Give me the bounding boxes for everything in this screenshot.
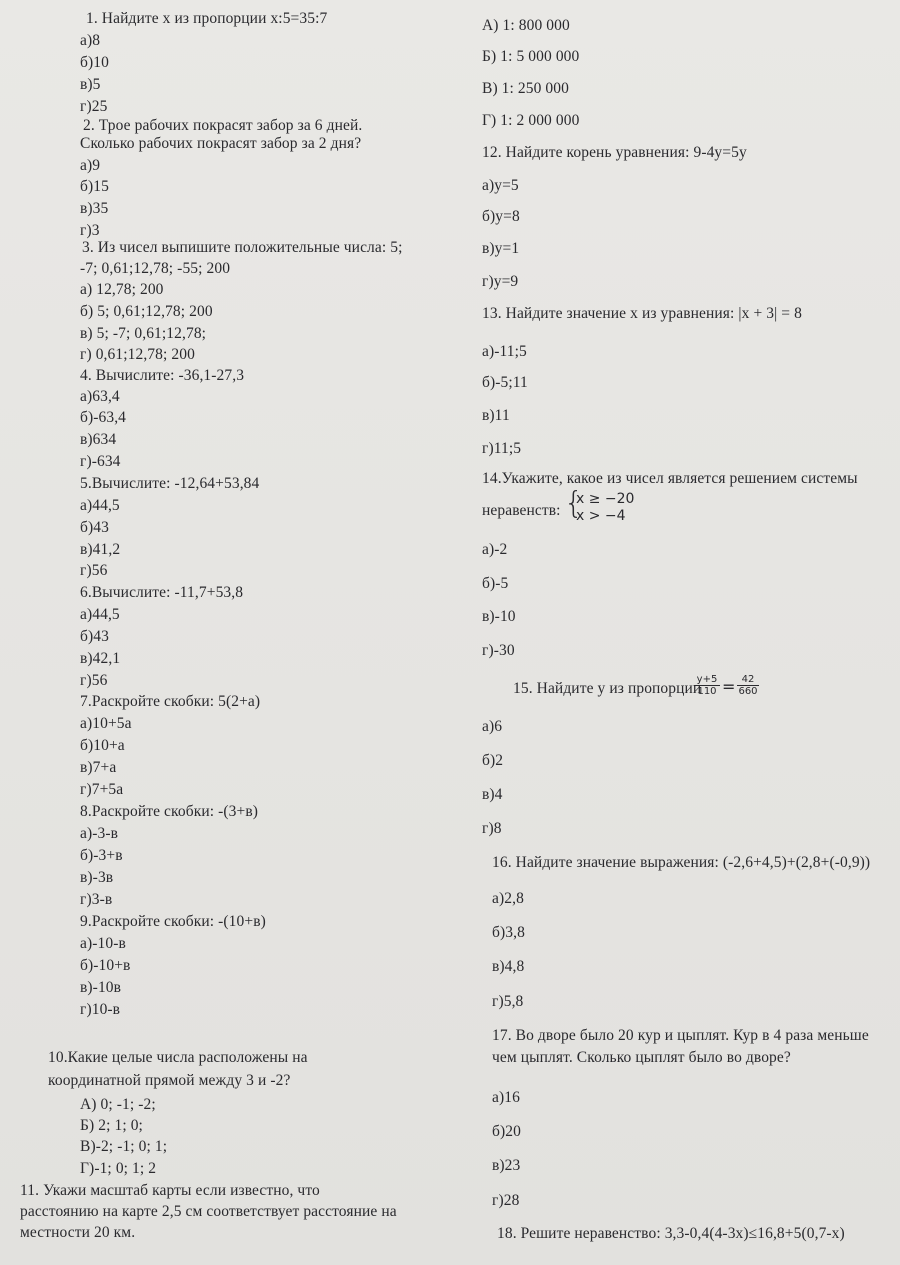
system-row-1: x ≥ −20 [576,491,635,507]
left-text-line: Сколько рабочих покрасят забор за 2 дня? [80,135,362,152]
right-text-line: А) 1: 800 000 [482,17,570,34]
left-text-line: в)42,1 [80,650,121,667]
left-text-line: в)35 [80,200,109,217]
fraction-right-numerator: 42 [741,674,755,685]
left-text-line: г)7+5а [80,781,124,798]
left-text-line: в)7+а [80,759,117,776]
left-text-line: б)10 [80,54,109,71]
left-text-line: местности 20 км. [20,1224,136,1241]
system-brace: { [564,486,584,521]
left-text-line: б)43 [80,519,109,536]
left-text-line: 2. Трое рабочих покрасят забор за 6 дней. [83,117,363,134]
system-row-2: x > −4 [576,508,626,524]
left-text-line: в)41,2 [80,541,121,558]
right-text-line: г)у=9 [482,273,519,290]
right-text-line: г)5,8 [492,993,524,1010]
right-text-line: а)2,8 [492,890,524,907]
left-text-line: 7.Раскройте скобки: 5(2+а) [80,693,261,710]
right-text-line: 15. Найдите у из пропорции [513,680,702,697]
left-text-line: б)-3+в [80,847,123,864]
left-text-line: а)10+5а [80,715,132,732]
left-text-line: 1. Найдите х из пропорции х:5=35:7 [86,10,328,27]
right-text-line: б)у=8 [482,208,520,225]
right-text-line: г)28 [492,1192,520,1209]
left-text-line: б)43 [80,628,109,645]
left-text-line: 3. Из чисел выпишите положительные числа: 5; [82,239,403,256]
right-text-line: в)23 [492,1157,521,1174]
left-text-line: в) 5; -7; 0,61;12,78; [80,325,207,342]
right-text-line: Б) 1: 5 000 000 [482,48,580,65]
right-text-line: в)11 [482,407,510,424]
left-text-line: б)15 [80,178,109,195]
left-text-line: г)-634 [80,453,121,470]
left-text-line: в)634 [80,431,117,448]
left-text-line: в)5 [80,76,101,93]
left-text-line: Б) 2; 1; 0; [80,1117,143,1134]
left-text-line: а)8 [80,32,101,49]
right-text-line: чем цыплят. Сколько цыплят было во дворе? [492,1049,791,1066]
right-text-line: 14.Укажите, какое из чисел является решением системы [482,470,858,487]
right-text-line: б)-5;11 [482,374,528,391]
left-text-line: г)56 [80,672,108,689]
right-text-line: в)4,8 [492,958,525,975]
right-text-line: В) 1: 250 000 [482,80,569,97]
right-text-line: г)11;5 [482,440,522,457]
left-text-line: б)10+а [80,737,125,754]
left-text-line: г) 0,61;12,78; 200 [80,346,195,363]
right-text-line: 18. Решите неравенство: 3,3-0,4(4-3х)≤16,8+5(0,7-х) [497,1225,845,1242]
right-text-line: а)-2 [482,541,508,558]
left-text-line: г)3 [80,222,100,239]
left-text-line: б)-10+в [80,957,131,974]
right-text-line: 17. Во дворе было 20 кур и цыплят. Кур в 4 раза меньше [492,1027,869,1044]
right-text-line: в)4 [482,786,503,803]
right-text-line: б)3,8 [492,924,525,941]
left-text-line: г)56 [80,562,108,579]
right-text-line: б)-5 [482,575,509,592]
fraction-left-numerator: y+5 [696,674,718,685]
fraction-right [737,674,759,697]
right-text-line: б)2 [482,752,504,769]
left-text-line: 8.Раскройте скобки: -(3+в) [80,803,259,820]
left-text-line: в)-10в [80,979,122,996]
right-text-line: а)16 [492,1089,520,1106]
left-text-line: 10.Какие целые числа расположены на [48,1049,308,1066]
left-text-line: а)9 [80,157,101,174]
fraction-equals: = [722,677,736,696]
right-text-line: а)-11;5 [482,343,527,360]
left-text-line: А) 0; -1; -2; [80,1096,156,1113]
left-text-line: 9.Раскройте скобки: -(10+в) [80,913,266,930]
right-text-line: б)20 [492,1123,521,1140]
left-text-line: б)-63,4 [80,409,127,426]
right-text-line: Г) 1: 2 000 000 [482,112,580,129]
right-text-line: 13. Найдите значение х из уравнения: |x + 3| = 8 [482,305,802,322]
right-text-line: г)-30 [482,642,515,659]
right-text-line: г)8 [482,820,502,837]
left-text-line: Г)-1; 0; 1; 2 [80,1160,157,1177]
left-text-line: а) 12,78; 200 [80,281,164,298]
right-text-line: 12. Найдите корень уравнения: 9-4у=5у [482,144,747,161]
left-text-line: а)-10-в [80,935,126,952]
left-text-line: в)-3в [80,869,114,886]
left-text-line: В)-2; -1; 0; 1; [80,1138,168,1155]
left-text-line: г)10-в [80,1001,121,1018]
right-text-line: а)у=5 [482,177,519,194]
left-text-line: координатной прямой между 3 и -2? [48,1072,291,1089]
left-text-line: а)-3-в [80,825,119,842]
left-text-line: 5.Вычислите: -12,64+53,84 [80,475,260,492]
left-text-line: г)25 [80,98,108,115]
left-text-line: б) 5; 0,61;12,78; 200 [80,303,213,320]
left-text-line: -7; 0,61;12,78; -55; 200 [80,260,231,277]
left-text-line: 4. Вычислите: -36,1-27,3 [80,367,245,384]
right-text-line: в)у=1 [482,240,520,257]
fraction-right-denominator: 660 [738,686,758,697]
left-text-line: а)44,5 [80,497,120,514]
left-text-line: г)3-в [80,891,113,908]
right-text-line: 16. Найдите значение выражения: (-2,6+4,5)+(2,8+(-0,9)) [492,854,871,871]
fraction-left [694,674,720,697]
left-text-line: расстоянию на карте 2,5 см соответствует расстояние на [20,1203,397,1220]
right-text-line: в)-10 [482,608,516,625]
right-text-line: а)6 [482,718,503,735]
fraction-left-denominator: 110 [694,685,720,697]
right-text-line: неравенств: [482,502,561,519]
left-text-line: 6.Вычислите: -11,7+53,8 [80,584,244,601]
left-text-line: а)63,4 [80,388,120,405]
left-text-line: а)44,5 [80,606,120,623]
left-text-line: 11. Укажи масштаб карты если известно, что [20,1182,320,1199]
